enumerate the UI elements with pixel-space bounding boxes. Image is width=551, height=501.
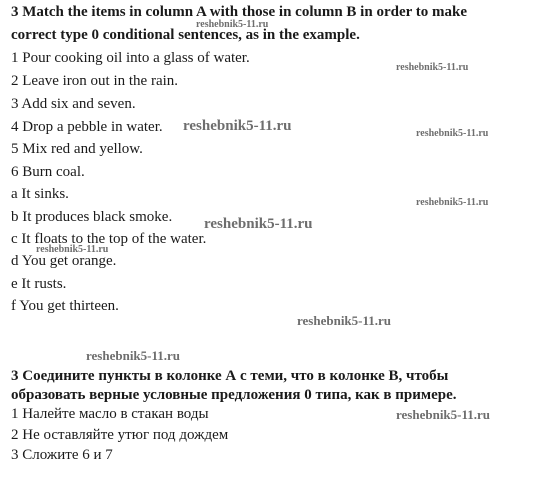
russian-heading-line-1: 3 Соедините пункты в колонке А с теми, что в колонке В, чтобы [11,368,449,384]
watermark-text: reshebnik5-11.ru [396,407,491,422]
english-item: 3 Add six and seven. [11,96,136,112]
russian-item: 1 Налейте масло в стакан воды [11,406,209,422]
russian-item: 2 Не оставляйте утюг под дождем [11,427,229,443]
watermark-text: reshebnik5-11.ru [196,19,269,30]
watermark-text: reshebnik5-11.ru [183,118,292,134]
english-item: f You get thirteen. [11,298,119,314]
watermark-text: reshebnik5-11.ru [416,128,489,139]
watermark-text: reshebnik5-11.ru [297,313,392,328]
english-item: c It floats to the top of the water. [11,231,207,247]
english-item: b It produces black smoke. [11,209,173,225]
watermark-text: reshebnik5-11.ru [416,197,489,208]
russian-item: 3 Сложите 6 и 7 [11,447,113,463]
english-item: 5 Mix red and yellow. [11,141,143,157]
watermark-text: reshebnik5-11.ru [396,62,469,73]
english-item: a It sinks. [11,186,69,202]
watermark-text: reshebnik5-11.ru [86,348,181,363]
watermark-text: reshebnik5-11.ru [204,216,313,232]
english-item: 4 Drop a pebble in water. [11,119,163,135]
english-item: 1 Pour cooking oil into a glass of water. [11,50,250,66]
english-item: e It rusts. [11,276,67,292]
russian-heading-line-2: образовать верные условные предложения 0 типа, как в примере. [11,387,457,403]
english-heading-line-1: 3 Match the items in column A with those in column B in order to make [11,4,467,20]
english-item: d You get orange. [11,253,117,269]
watermark-text: reshebnik5-11.ru [36,244,109,255]
english-item: 2 Leave iron out in the rain. [11,73,179,89]
english-item: 6 Burn coal. [11,164,85,180]
english-heading-line-2: correct type 0 conditional sentences, as in the example. [11,27,360,43]
